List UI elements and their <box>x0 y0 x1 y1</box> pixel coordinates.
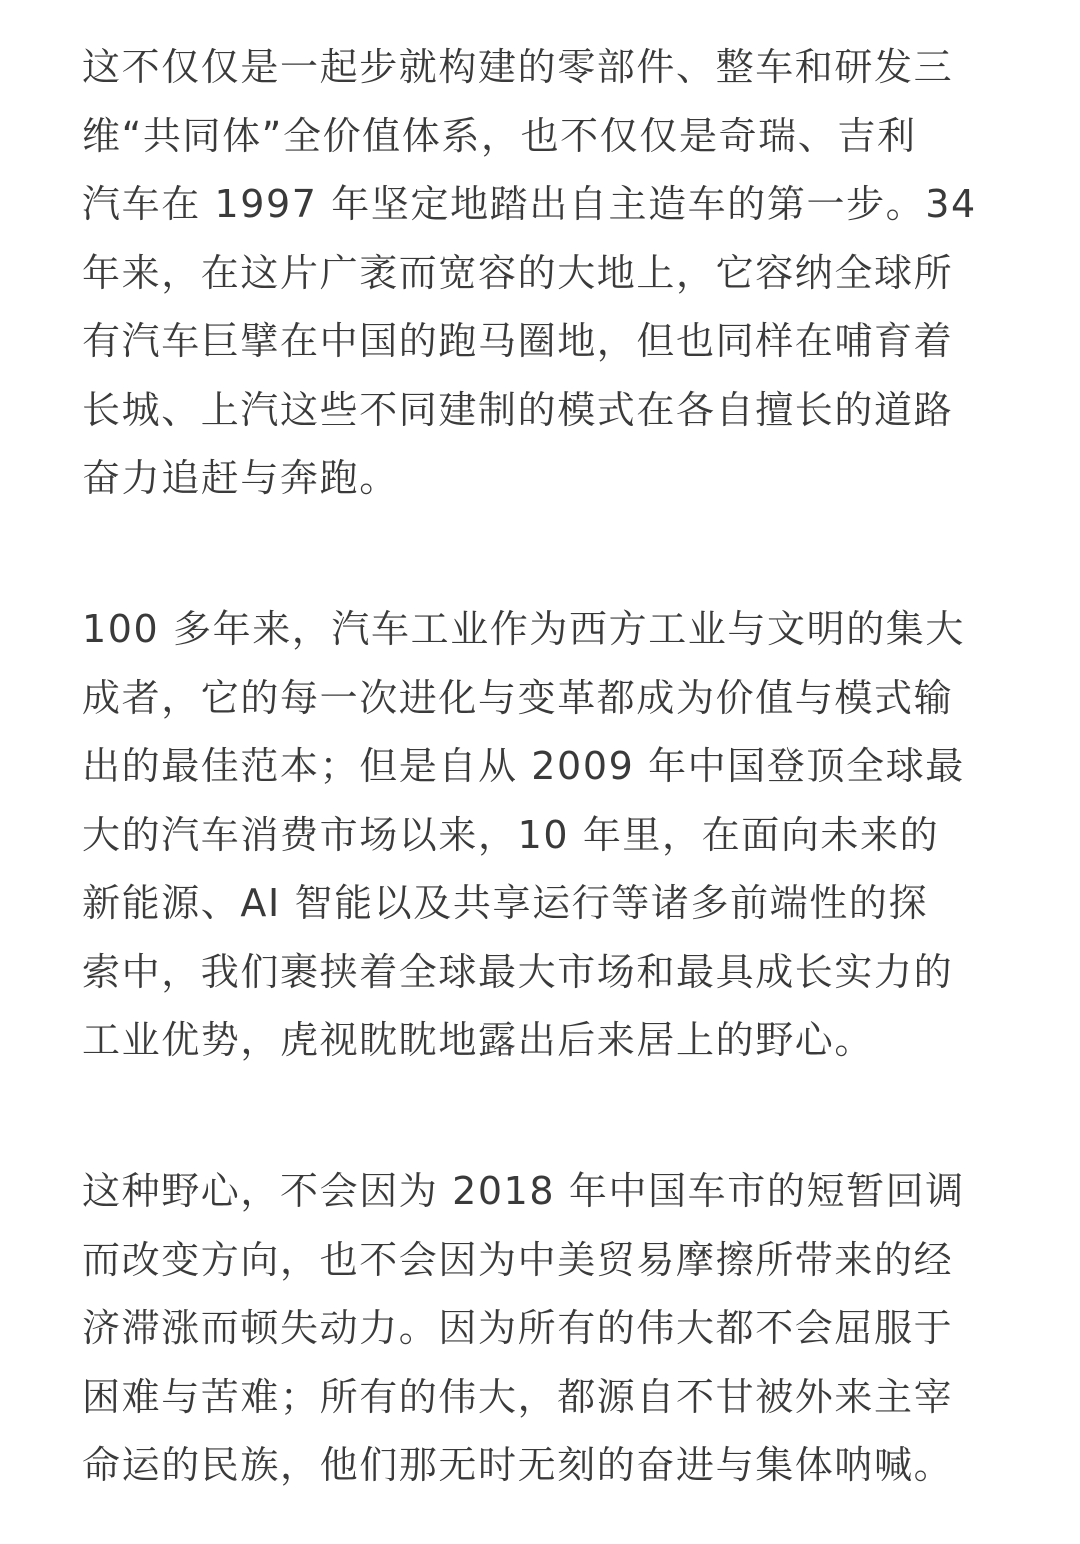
paragraph-line: 这不仅仅是一起步就构建的零部件、整车和研发三 <box>82 45 954 89</box>
paragraph-line: 长城、上汽这些不同建制的模式在各自擅长的道路 <box>82 387 954 432</box>
paragraph-line: 维“共同体”全价值体系，也不仅仅是奇瑞、吉利 <box>82 113 917 158</box>
paragraph-line: 索中，我们裹挟着全球最大市场和最具成长实力的 <box>82 949 954 994</box>
paragraph-line: 奋力追赶与奔跑。 <box>82 456 399 500</box>
paragraph-line: 而改变方向，也不会因为中美贸易摩擦所带来的经 <box>82 1237 954 1282</box>
paragraph-line: 出的最佳范本；但是自从 2009 年中国登顶全球最 <box>82 744 965 788</box>
paragraph-line: 新能源、AI 智能以及共享运行等诸多前端性的探 <box>82 881 929 925</box>
paragraph-line: 成者，它的每一次进化与变革都成为价值与模式输 <box>82 675 954 720</box>
paragraph-line: 工业优势，虎视眈眈地露出后来居上的野心。 <box>82 1018 875 1062</box>
paragraph-line: 大的汽车消费市场以来，10 年里，在面向未来的 <box>82 812 940 857</box>
paragraph-line: 100 多年来，汽车工业作为西方工业与文明的集大 <box>82 607 966 651</box>
paragraph-line: 汽车在 1997 年坚定地踏出自主造车的第一步。34 <box>82 182 977 226</box>
paragraph-line: 命运的民族，他们那无时无刻的奋进与集体呐喊。 <box>82 1443 954 1487</box>
paragraph-line: 困难与苦难；所有的伟大，都源自不甘被外来主宰 <box>82 1374 954 1419</box>
paragraph-line: 济滞涨而顿失动力。因为所有的伟大都不会屈服于 <box>82 1306 954 1350</box>
paragraph-1 <box>82 33 977 513</box>
paragraph-2 <box>82 595 965 1075</box>
paragraph-line: 年来，在这片广袤而宽容的大地上，它容纳全球所 <box>82 250 954 295</box>
paragraph-line: 这种野心，不会因为 2018 年中国车市的短暂回调 <box>82 1169 965 1213</box>
paragraph-3 <box>82 1157 965 1500</box>
paragraph-line: 有汽车巨擘在中国的跑马圈地，但也同样在哺育着 <box>82 319 954 363</box>
